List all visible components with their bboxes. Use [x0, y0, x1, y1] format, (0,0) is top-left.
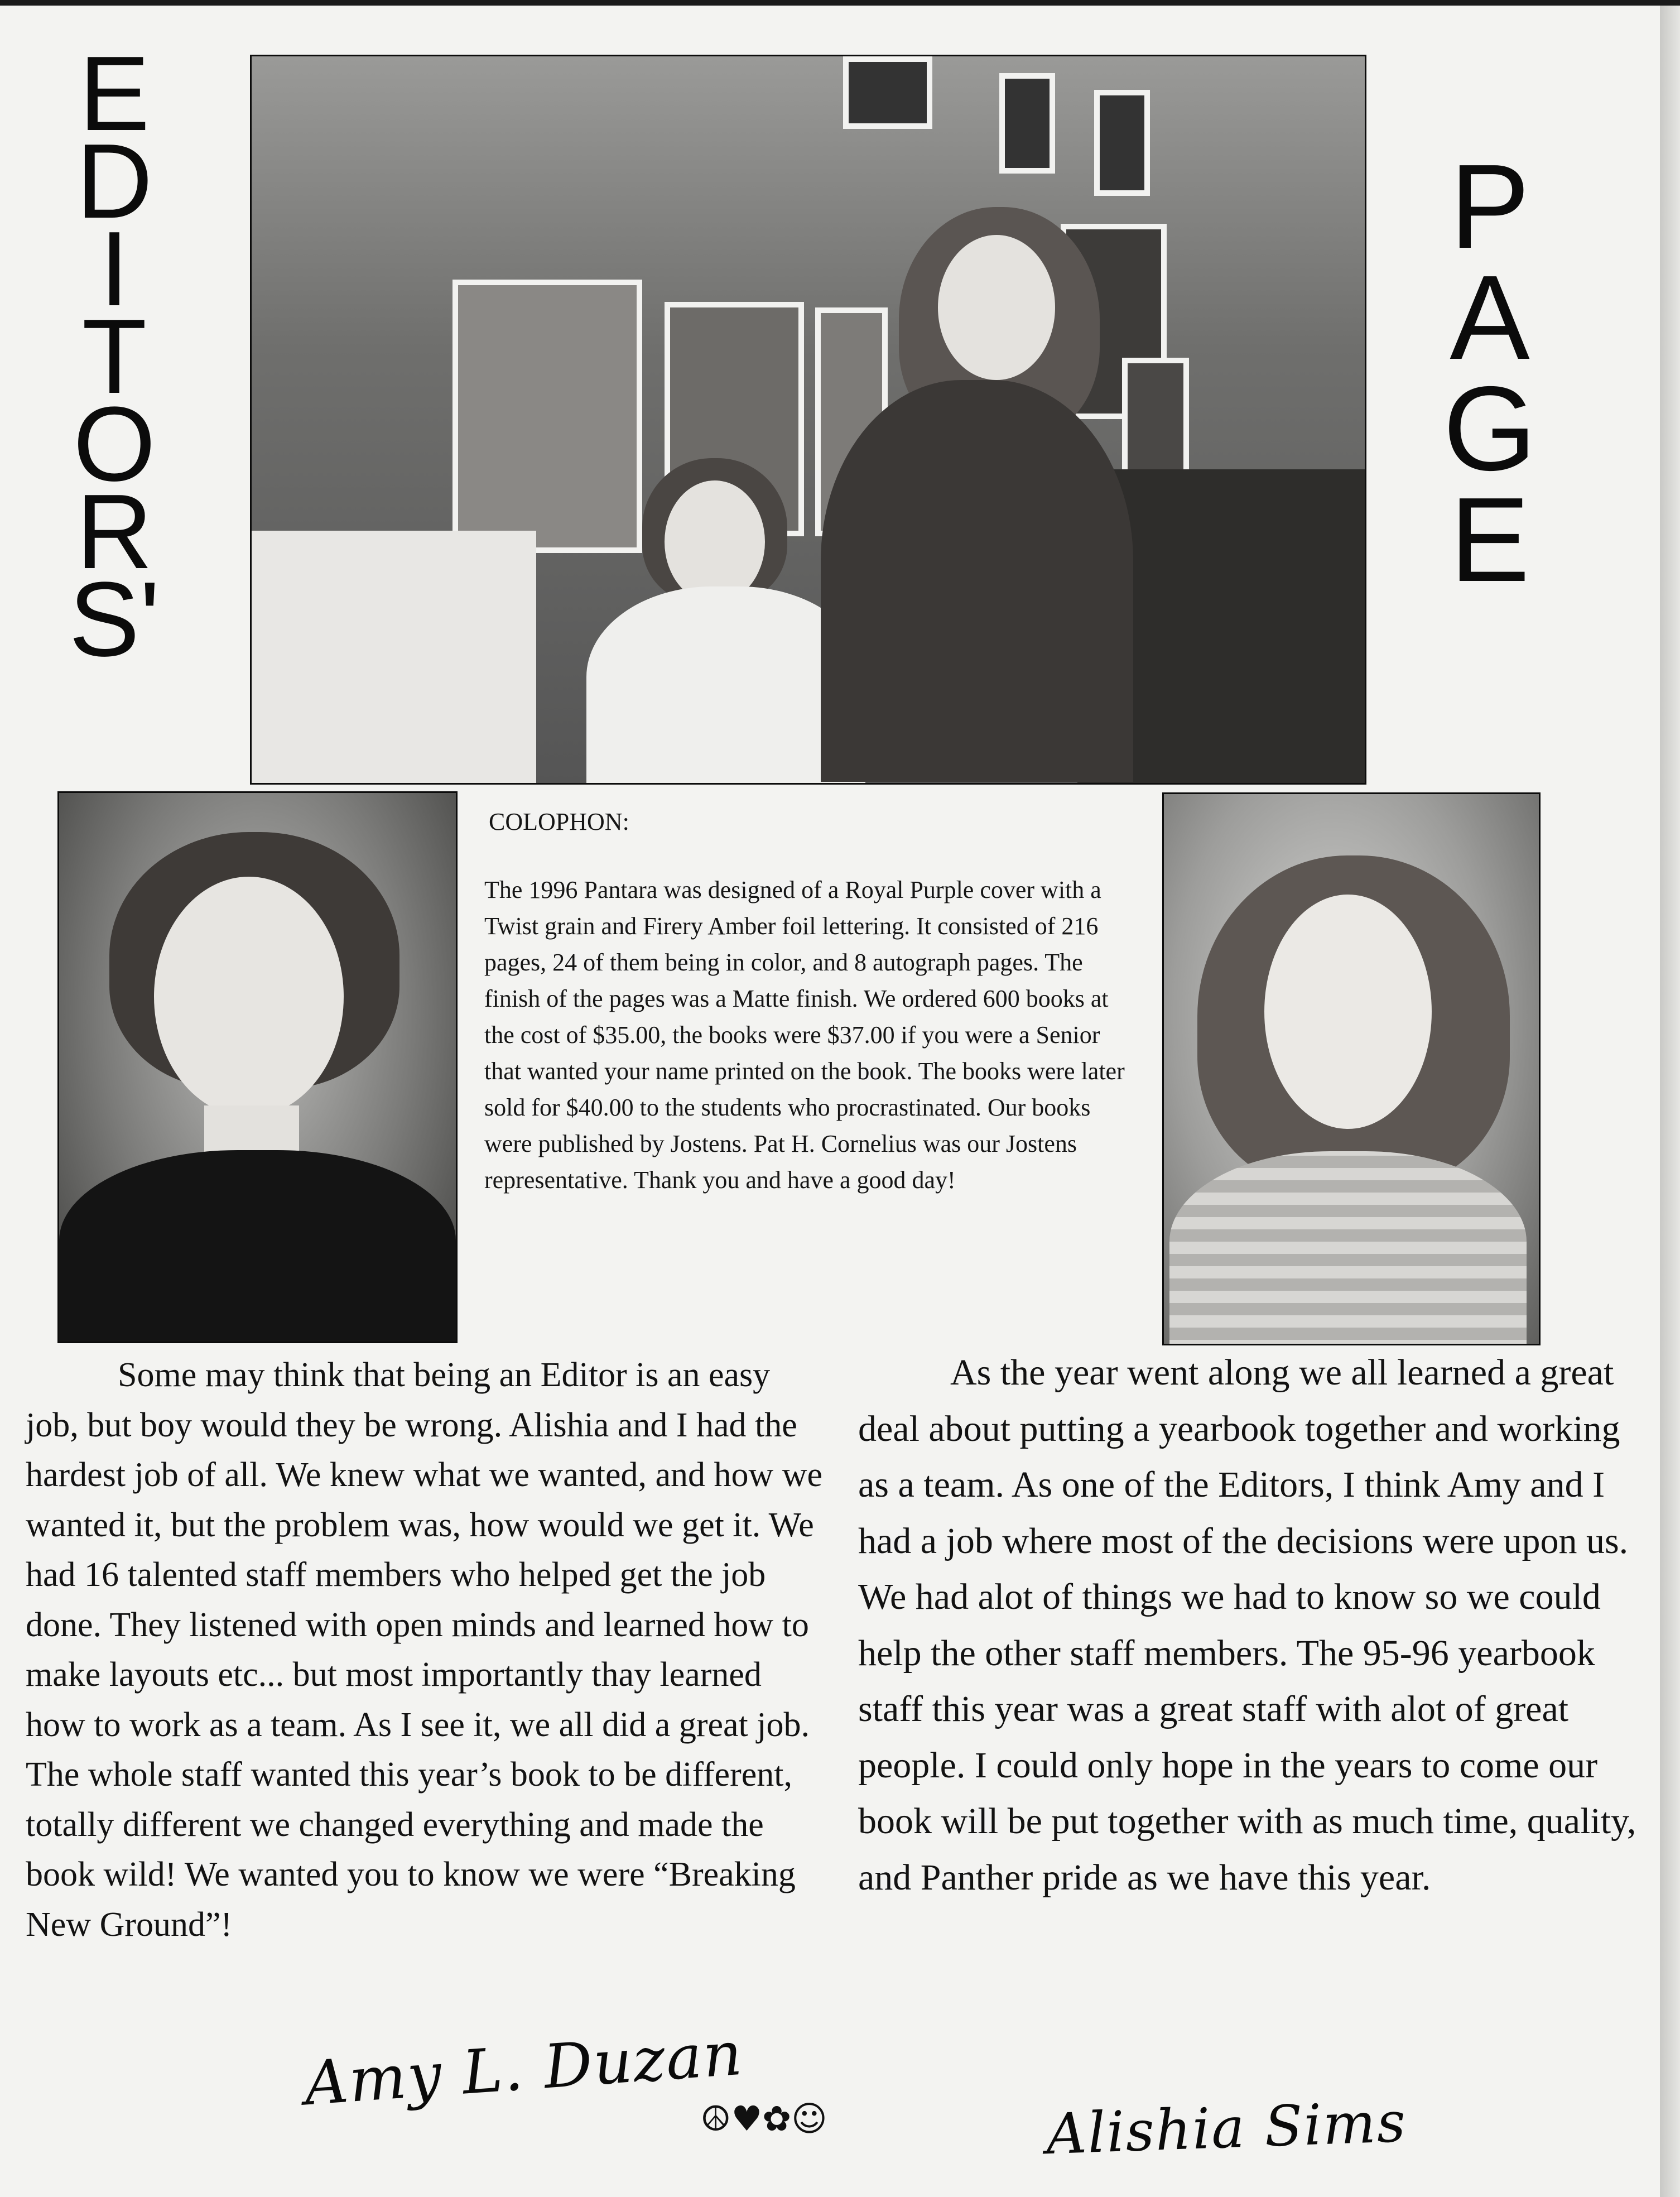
colophon-heading: COLOPHON:	[489, 808, 629, 835]
essay-amy	[26, 1350, 824, 1950]
title-letter: A	[1450, 250, 1530, 384]
editors-group-photo	[250, 55, 1366, 785]
signature-alishia: Alishia Sims	[1045, 2089, 1408, 2167]
title-letter: S'	[69, 560, 160, 679]
title-letter: E	[79, 35, 150, 153]
essay-alishia-text: As the year went along we all learned a great deal about putting a yearbook together and working as a team. As one of the Editors, I think Amy and I had a job where most of the decisions were upon us. We had alot of things we had to know so we could help the other staff members. The 95-96 yearbook staff this year was a great staff with alot of great people. I could only hope in the years to come our book will be put together with as much time, quality, and Panther pride as we have this year.	[858, 1352, 1636, 1898]
title-letter: P	[1450, 139, 1530, 273]
title-letter: T	[81, 297, 147, 416]
title-letter: D	[76, 122, 153, 241]
title-letter: O	[73, 385, 156, 503]
desk	[252, 531, 536, 785]
title-letter: R	[76, 473, 153, 591]
portrait-alishia	[1162, 792, 1541, 1345]
title-letter: I	[99, 210, 129, 328]
doodle-icons: ☮♥✿☺	[700, 2098, 827, 2139]
essay-amy-text: Some may think that being an Editor is an easy job, but boy would they be wrong. Alishia and I had the hardest job of all. We knew what we wanted, and how we wanted it, but the problem was, how would we get it. We had 16 talented staff members who helped get the job done. They listened with open minds and learned how to make layouts etc... but most importantly thay learned how to work as a team. As I see it, we all did a great job. The whole staff wanted this year’s book to be different, totally different we changed everything and made the book wild! We wanted you to know we were “Breaking New Ground”!	[26, 1356, 823, 1944]
signature-amy: Amy L. Duzan	[302, 2018, 745, 2119]
essay-alishia	[858, 1345, 1639, 1906]
title-letter: G	[1443, 361, 1537, 496]
title-page-vertical	[1428, 139, 1551, 607]
colophon-block	[484, 804, 1143, 1198]
scan-top-edge	[0, 0, 1680, 6]
title-editors-vertical	[67, 35, 162, 679]
colophon-body: The 1996 Pantara was designed of a Royal Purple cover with a Twist grain and Firery Amber foil lettering. It consisted of 216 pages, 24 of them being in color, and 8 autograph pages. The finish of the pages was a Matte finish. We ordered 600 books at the cost of $35.00, the books were $37.00 if you were a Senior that wanted your name printed on the book. The books were later sold for $40.00 to the students who procrastinated. Our books were published by Jostens. Pat H. Cornelius was our Jostens representative. Thank you and have a good day!	[484, 876, 1125, 1194]
page-edge	[1660, 0, 1680, 2197]
title-letter: E	[1450, 472, 1530, 607]
portrait-amy	[57, 791, 458, 1343]
